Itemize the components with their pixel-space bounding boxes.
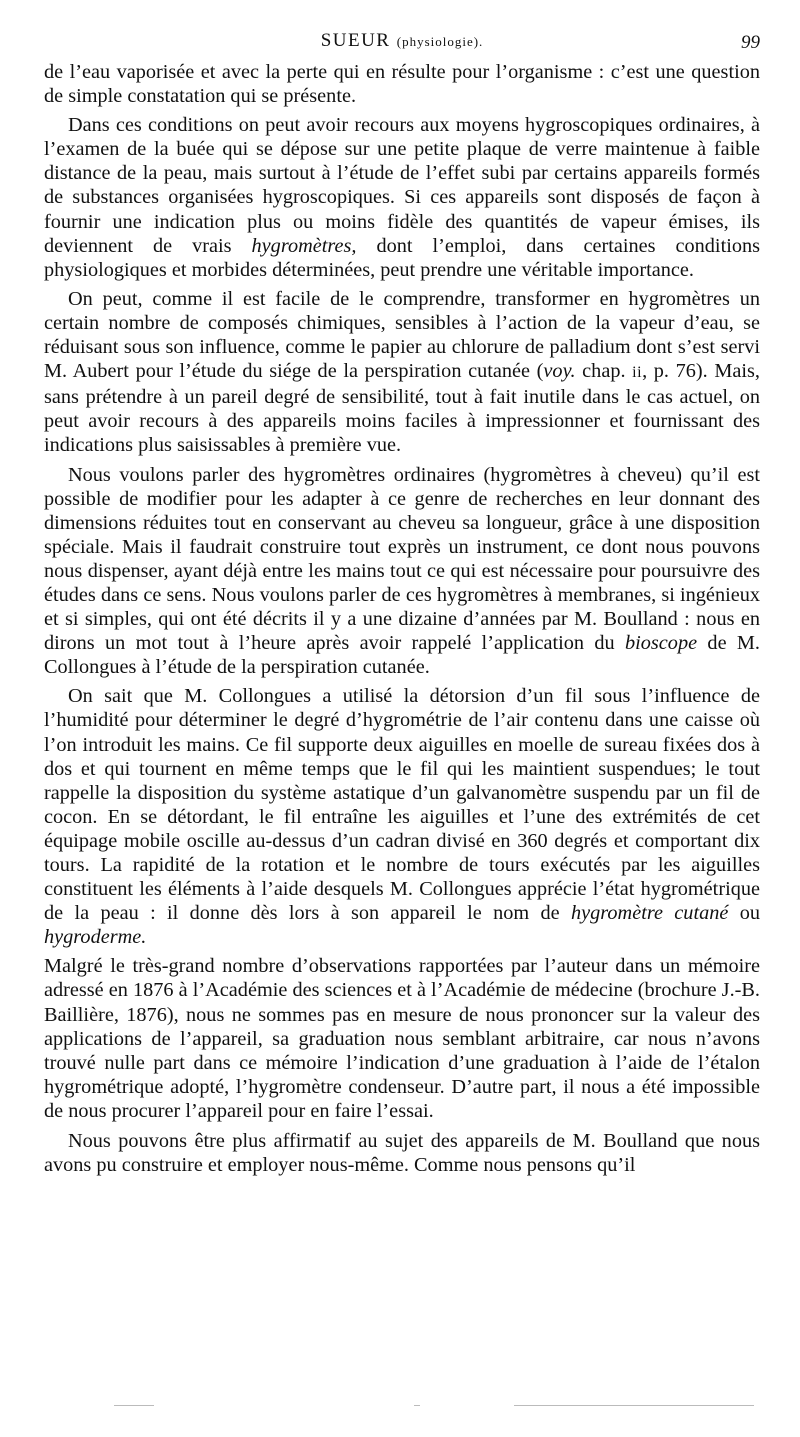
paragraph-2-text: Dans ces conditions on peut avoir recours aux moyens hygroscopiques ordinaires, à l’examen de la buée qui se dépose sur une petite plaque de verre maintenue à faible distance de la peau, mais surtout à l’étude de l’effet subi par certains appareils formés de substances organisées hygroscopiques. Si ces appareils sont disposés de façon à fournir une indication plus ou moins fidèle des quantités de vapeur émises, ils deviennent de vrais	[44, 114, 760, 257]
paragraph-2-italic: hygromètres,	[251, 234, 357, 257]
paragraph-3-chap: chap.	[582, 360, 626, 383]
paragraph-5-italic-1: hygromètre cutané	[570, 902, 729, 925]
paragraph-4-text-a: Nous voulons parler des hygromètres ordinaires (hygromètres à cheveu) qu’il est possible de modifier pour les adapter à ce genre de recherches en leur donnant des dimensions réduites tout en conservant au cheveu sa longueur, grâce à une disposition spéciale. Mais il faudrait construire tout exprès un instrument, ce dont nous pouvons nous dispenser, ayant déjà entre les mains tout ce qui est nécessaire pour poursuivre des études dans ce sens. Nous voulons parler de ces hygromètres à membranes, si ingénieux et si simples, qui ont été décrits il y a une dizaine d’années par M. Boulland : nous en dirons un mot tout à l’heure après avoir rappelé l’application du	[44, 463, 760, 655]
paragraph-5-italic-2: hygroderme.	[44, 926, 147, 949]
running-head	[44, 30, 760, 58]
paragraph-5	[44, 684, 760, 949]
running-title-sub: (physiologie).	[396, 34, 484, 49]
paragraph-7	[44, 1129, 760, 1177]
paragraph-6	[44, 954, 760, 1123]
paragraph-6-text: Malgré le très-grand nombre d’observations rapportées par l’auteur dans un mémoire adressé en 1876 à l’Académie des sciences et à l’Académie de médecine (brochure J.-B. Baillière, 1876), nous ne sommes pas en mesure de nous prononcer sur la valeur des applications de l’appareil, sa graduation nous semblant arbitraire, car nous n’avons trouvé nulle part dans ce mémoire l’indication d’une graduation à l’aide de l’étalon hygrométrique adopté, l’hygromètre condenseur. D’autre part, il nous a été impossible de nous procurer l’appareil pour en faire l’essai.	[44, 955, 760, 1122]
footer-mark	[514, 1405, 754, 1406]
paragraph-4	[44, 463, 760, 680]
paragraph-3	[44, 287, 760, 458]
paragraph-2-end: dont l’emploi, dans certaines conditions physiologiques et morbides déterminées, peut prendre une véritable importance.	[44, 234, 761, 281]
paragraph-1	[44, 60, 760, 108]
paragraph-3-chapter-number: ii	[632, 364, 643, 382]
footer-mark	[114, 1405, 154, 1406]
paragraph-7-text: Nous pouvons être plus affirmatif au sujet des appareils de M. Boulland que nous avons pu construire et employer nous-même. Comme nous pensons qu’il	[44, 1130, 760, 1177]
paragraph-2	[44, 113, 760, 282]
running-title	[44, 30, 760, 52]
paragraph-4-italic: bioscope	[625, 632, 698, 655]
body-text	[44, 60, 760, 1177]
page-number: 99	[741, 32, 760, 53]
paragraph-3-text-a: On peut, comme il est facile de le comprendre, transformer en hygromètres un certain nombre de composés chimiques, sensibles à l’action de la vapeur d’eau, se réduisant sous son influence, comme le papier au chlorure de palladium dont s’est servi M. Aubert pour l’étude du siége de la perspiration cutanée (	[44, 287, 760, 383]
paragraph-5-text: On sait que M. Collongues a utilisé la détorsion d’un fil sous l’influence de l’humidité pour déterminer le degré d’hygrométrie de l’air contenu dans une caisse où l’on introduit les mains. Ce fil supporte deux aiguilles en moelle de sureau fixées dos à dos et qui tournent en même temps que le fil qui les maintient suspendues; le tout rappelle la disposition du système astatique d’un galvanomètre suspendu par un fil de cocon. En se détordant, le fil entraîne les aiguilles et l’une des extrémités de cet équipage mobile oscille au-dessus d’un cadran divisé en 360 degrés et comportant dix tours. La rapidité de la rotation et le nombre de tours exécutés par les aiguilles constituent les éléments à l’aide desquels M. Collongues apprécie l’état hygrométrique de la peau : il donne dès lors à son appareil le nom de	[44, 685, 760, 925]
running-title-main: SUEUR	[320, 30, 391, 51]
scan-footer-marks	[44, 1405, 760, 1413]
paragraph-3-voy: voy.	[543, 360, 576, 383]
paragraph-5-ou: ou	[739, 902, 760, 925]
footer-mark	[414, 1405, 420, 1406]
paragraph-4-text-b: de M. Collongues à l’étude de la perspiration cutanée.	[44, 632, 760, 679]
paragraph-1-text: de l’eau vaporisée et avec la perte qui en résulte pour l’organisme : c’est une question de simple constatation qui se présente.	[44, 61, 760, 108]
paragraph-3-text-b: , p. 76). Mais, sans prétendre à un pareil degré de sensibilité, tout à fait inutile dans le cas actuel, on peut avoir recours à des appareils moins faciles à impressionner et fournissant des indications plus saisissables à première vue.	[44, 360, 760, 457]
